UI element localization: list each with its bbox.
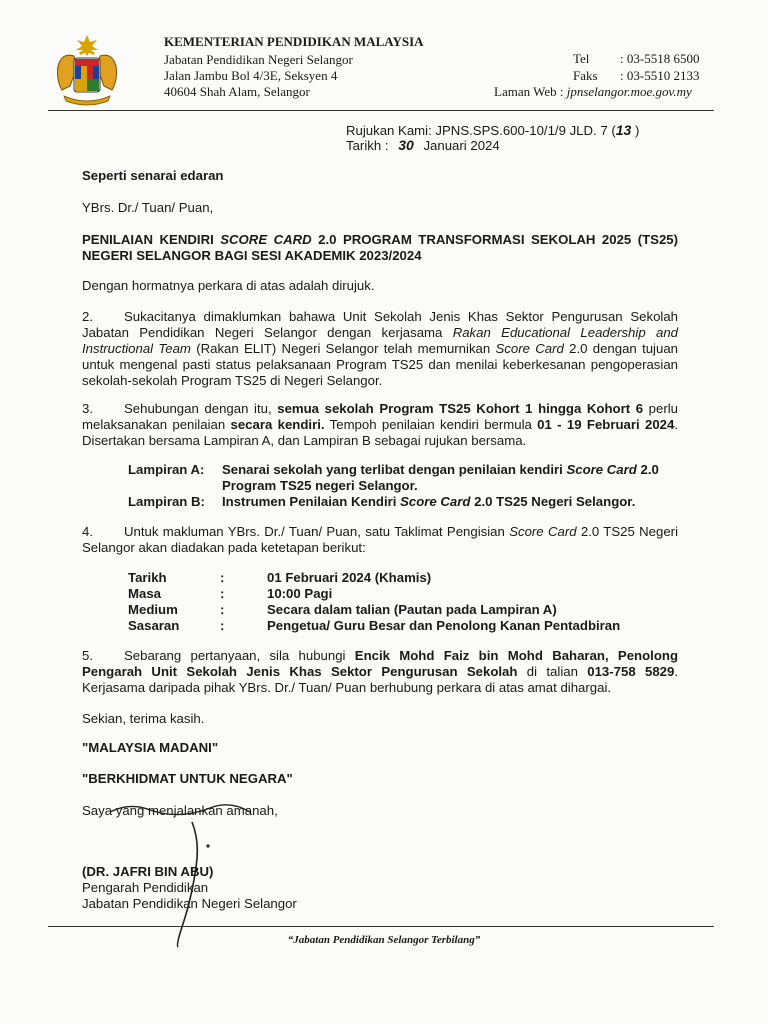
signatory-name: (DR. JAFRI BIN ABU) (82, 864, 214, 879)
motto-berkhidmat: "BERKHIDMAT UNTUK NEGARA" (82, 771, 293, 786)
tel-value: : 03-5518 6500 (620, 51, 700, 66)
footer-rule (48, 926, 714, 927)
detail-row-time: Masa : 10:00 Pagi (128, 586, 333, 601)
letter-subject: PENILAIAN KENDIRI SCORE CARD 2.0 PROGRAM TRANSFORMASI SEKOLAH 2025 (TS25) NEGERI SELANGOR BAGI SESI AKADEMIK 2023/2024 (82, 232, 679, 263)
website-url[interactable]: jpnselangor.moe.gov.my (566, 84, 692, 99)
paragraph-4: 4. Untuk makluman YBrs. Dr./ Tuan/ Puan, satu Taklimat Pengisian Score Card 2.0 TS25 Negeri Selangor akan diadakan pada ketetapan berikut: (82, 524, 679, 555)
lampiran-b: Lampiran B: Instrumen Penilaian Kendiri Score Card 2.0 TS25 Negeri Selangor. (128, 494, 636, 509)
paragraph-5: 5. Sebarang pertanyaan, sila hubungi Encik Mohd Faiz bin Mohd Baharan, Penolong Pengarah Unit Sekolah Jenis Khas Sektor Pengurusan Sekolah di talian 013-758 5829. Kerjasama daripada pihak YBrs. Dr./ Tuan/ Puan berhubung perkara di atas amat dihargai. (82, 648, 678, 695)
reference-handwritten-number: 13 (615, 122, 632, 138)
reference-label: Rujukan Kami: JPNS.SPS.600-10/1/9 JLD. 7 ( (346, 123, 616, 138)
trust-line: Saya yang menjalankan amanah, (82, 803, 278, 818)
date-label: Tarikh : (346, 138, 389, 153)
signatory-office: Jabatan Pendidikan Negeri Selangor (82, 896, 297, 911)
detail-row-date: Tarikh : 01 Februari 2024 (Khamis) (128, 570, 432, 585)
ministry-name: KEMENTERIAN PENDIDIKAN MALAYSIA (164, 34, 424, 49)
website-label: Laman Web : (494, 84, 564, 99)
department-name: Jabatan Pendidikan Negeri Selangor (164, 52, 353, 67)
detail-row-medium: Medium : Secara dalam talian (Pautan pada Lampiran A) (128, 602, 557, 617)
detail-row-target: Sasaran : Pengetua/ Guru Besar dan Penolong Kanan Pentadbiran (128, 618, 621, 633)
malaysia-coat-of-arms-logo (50, 32, 124, 106)
signatory-title: Pengarah Pendidikan (82, 880, 209, 895)
date-month-year: Januari 2024 (423, 138, 500, 153)
opening-line: Dengan hormatnya perkara di atas adalah dirujuk. (82, 278, 375, 293)
footer-tagline: “Jabatan Pendidikan Selangor Terbilang” (287, 934, 481, 946)
lampiran-list (128, 462, 688, 510)
lampiran-a: Lampiran A: Senarai sekolah yang terlibat dengan penilaian kendiri Score Card 2.0 Program TS25 negeri Selangor. (128, 462, 659, 493)
header-rule (48, 110, 714, 111)
website-line (494, 83, 692, 100)
letter-date (346, 137, 500, 154)
salutation: YBrs. Dr./ Tuan/ Puan, (82, 200, 214, 215)
paragraph-2: 2. Sukacitanya dimaklumkan bahawa Unit Sekolah Jenis Khas Sektor Pengurusan Sekolah Jabatan Pendidikan Negeri Selangor dengan kerjasama Rakan Educational Leadership and Instructional Team (Rakan ELIT) Negeri Selangor telah memurnikan Score Card 2.0 dengan tujuan untuk mengenal pasti status pelaksanaan Program TS25 dan menilai keberkesanan pengoperasian sekolah-sekolah Program TS25 di Negeri Selangor. (82, 309, 678, 388)
fax-value: : 03-5510 2133 (620, 68, 700, 83)
fax-label: Faks (573, 68, 598, 83)
reference-close: ) (635, 123, 640, 138)
briefing-details-table (128, 570, 620, 634)
tel-label: Tel (573, 51, 590, 66)
recipients-line: Seperti senarai edaran (82, 168, 224, 183)
motto-malaysia-madani: "MALAYSIA MADANI" (82, 740, 219, 755)
address-line-1: Jalan Jambu Bol 4/3E, Seksyen 4 (164, 68, 338, 83)
address-line-2: 40604 Shah Alam, Selangor (164, 84, 310, 99)
closing-line: Sekian, terima kasih. (82, 711, 205, 726)
paragraph-3: 3. Sehubungan dengan itu, semua sekolah Program TS25 Kohort 1 hingga Kohort 6 perlu melaksanakan penilaian secara kendiri. Tempoh penilaian kendiri bermula 01 - 19 Februari 2024. Disertakan bersama Lampiran A, dan Lampiran B sebagai rujukan bersama. (82, 401, 678, 448)
date-handwritten-day: 30 (398, 137, 414, 153)
